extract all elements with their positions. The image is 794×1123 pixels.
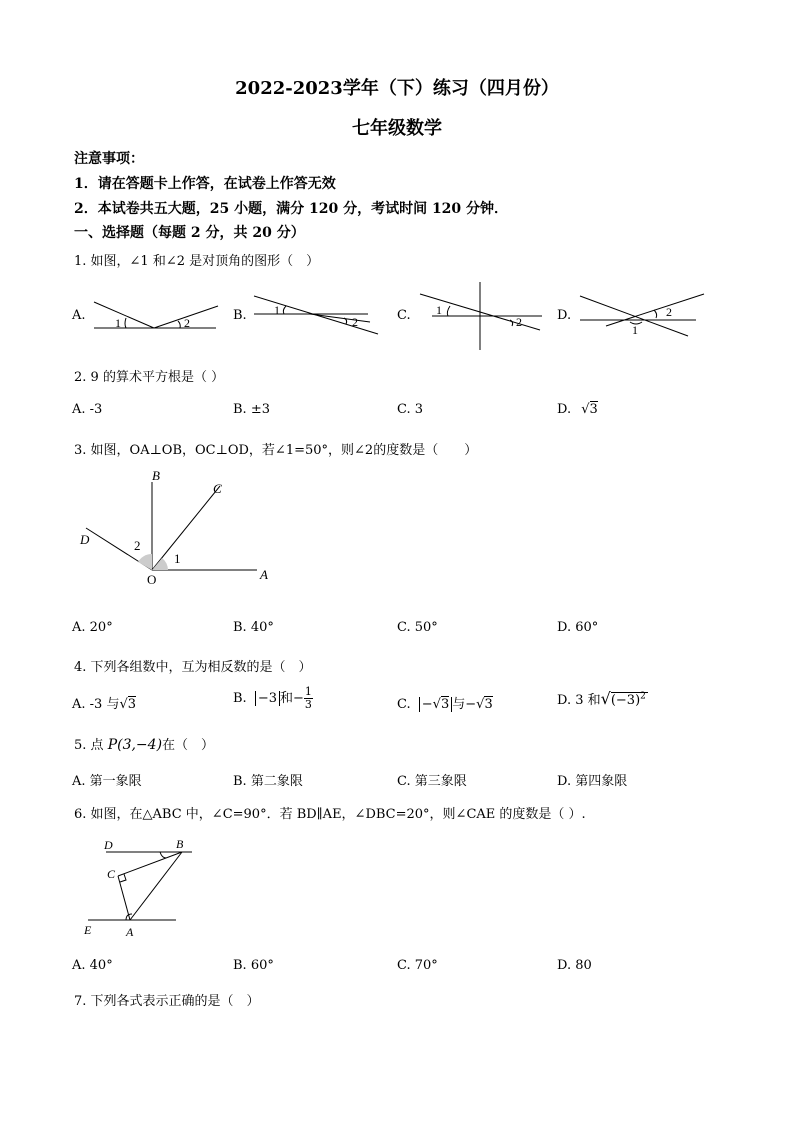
- q3-figure: [74, 466, 294, 591]
- q1-option-a-label: A.: [72, 308, 86, 323]
- q3-angle-1: 1: [174, 551, 181, 566]
- q2-option-d-label: D.: [557, 402, 572, 417]
- q1-figure-c: [412, 282, 547, 352]
- q4-option-a-text: A. -3 与: [72, 697, 120, 712]
- q3-label-a: A: [260, 567, 268, 582]
- q4-option-c-abs-radicand: 3: [440, 697, 450, 712]
- q4-option-b-mid: 和−: [280, 691, 304, 706]
- q6-label-b: B: [176, 837, 184, 851]
- q4-option-b-abs: −3: [255, 691, 280, 706]
- question-4-stem: 4. 下列各组数中，互为相反数的是（ ）: [74, 660, 312, 675]
- q3-option-d: D. 60°: [557, 620, 599, 635]
- q4-option-d-exponent: 2: [640, 691, 646, 702]
- q1c-angle-2: 2: [516, 315, 522, 329]
- q1b-angle-1: 1: [274, 303, 280, 317]
- q6-label-a: A: [126, 925, 134, 939]
- q3-label-b: B: [152, 468, 160, 483]
- question-6-stem: 6. 如图，在△ABC 中，∠C=90°．若 BD∥AE，∠DBC=20°，则∠CAE 的度数是（ ）.: [74, 807, 586, 822]
- q4-option-b: [233, 686, 313, 711]
- q6-option-c: C. 70°: [397, 958, 438, 973]
- question-7-stem: 7. 下列各式表示正确的是（ ）: [74, 994, 260, 1009]
- q6-label-c: C: [107, 867, 116, 881]
- q5-option-d: D. 第四象限: [557, 774, 628, 789]
- q1d-angle-1: 1: [632, 323, 638, 337]
- q4-option-a: A. -3 与√3: [72, 697, 137, 712]
- q3-label-d: D: [80, 532, 90, 547]
- q3-angle-2: 2: [134, 538, 141, 553]
- question-2-stem: 2. 9 的算术平方根是（ ）: [74, 370, 225, 385]
- q6-figure: [80, 834, 210, 944]
- q3-option-c: C. 50°: [397, 620, 438, 635]
- q3-option-a: A. 20°: [72, 620, 113, 635]
- q4-option-c-radicand: 3: [484, 697, 493, 712]
- notes-heading: 注意事项：: [74, 151, 144, 167]
- q1-figure-b: [250, 292, 385, 340]
- q4-option-d-text: D. 3 和: [557, 693, 601, 708]
- exam-title: 2022-2023学年（下）练习（四月份）: [235, 78, 559, 99]
- q1-option-d-label: D.: [557, 308, 572, 323]
- q4-option-c-mid: 与−: [452, 697, 477, 712]
- q3-option-b: B. 40°: [233, 620, 274, 635]
- exam-subtitle: 七年级数学: [352, 118, 442, 139]
- q2-option-d: D. √3: [557, 402, 598, 417]
- q4-option-b-fraction: $\frac{1}{3}$: [304, 685, 312, 711]
- q1-figure-d: [576, 290, 711, 338]
- q1-figure-a: [86, 296, 226, 336]
- q1c-angle-1: 1: [436, 303, 442, 317]
- q4-option-d-radicand: (−3): [610, 693, 641, 708]
- question-1-stem: 1. 如图，∠1 和∠2 是对顶角的图形（ ）: [74, 254, 320, 269]
- q4-option-b-label: B.: [233, 691, 247, 706]
- q2-option-c: C. 3: [397, 402, 424, 417]
- q1d-angle-2: 2: [666, 305, 672, 319]
- question-3-stem: 3. 如图，OA⊥OB，OC⊥OD，若∠1=50°，则∠2的度数是（ ）: [74, 443, 478, 458]
- q1b-angle-2: 2: [352, 315, 358, 329]
- q4-option-c-label: C.: [397, 697, 411, 712]
- q1-option-b-label: B.: [233, 308, 247, 323]
- q6-option-d: D. 80: [557, 958, 592, 973]
- question-5-stem: 5. 点 P(3,−4)在（ ）: [74, 737, 215, 753]
- q4-option-d: D. 3 和$√(-3)^2$: [557, 689, 646, 708]
- section-heading: 一、选择题（每题 2 分，共 20 分）: [74, 225, 305, 241]
- q1a-angle-2: 2: [184, 316, 190, 330]
- q5-option-a: A. 第一象限: [72, 774, 142, 789]
- note-2: 2．本试卷共五大题，25 小题，满分 120 分，考试时间 120 分钟．: [74, 201, 509, 217]
- note-1: 1．请在答题卡上作答，在试卷上作答无效: [74, 176, 336, 192]
- q1-option-c-label: C.: [397, 308, 411, 323]
- q6-label-e: E: [84, 923, 92, 937]
- q3-label-o: O: [147, 572, 157, 587]
- q4-option-a-radicand: 3: [127, 697, 137, 712]
- q5-option-c: C. 第三象限: [397, 774, 467, 789]
- q2-option-d-radicand: 3: [589, 402, 598, 417]
- q3-label-c: C: [213, 481, 222, 496]
- q1a-angle-1: 1: [115, 316, 121, 330]
- q2-option-a: A. -3: [72, 402, 103, 417]
- q6-option-b: B. 60°: [233, 958, 274, 973]
- q5-point: P(3,−4): [107, 737, 163, 753]
- q4-option-c: C. −√3 与−√3: [397, 697, 493, 712]
- q6-label-d: D: [104, 838, 113, 852]
- q2-option-b: B. ±3: [233, 402, 270, 417]
- q6-option-a: A. 40°: [72, 958, 113, 973]
- q5-option-b: B. 第二象限: [233, 774, 303, 789]
